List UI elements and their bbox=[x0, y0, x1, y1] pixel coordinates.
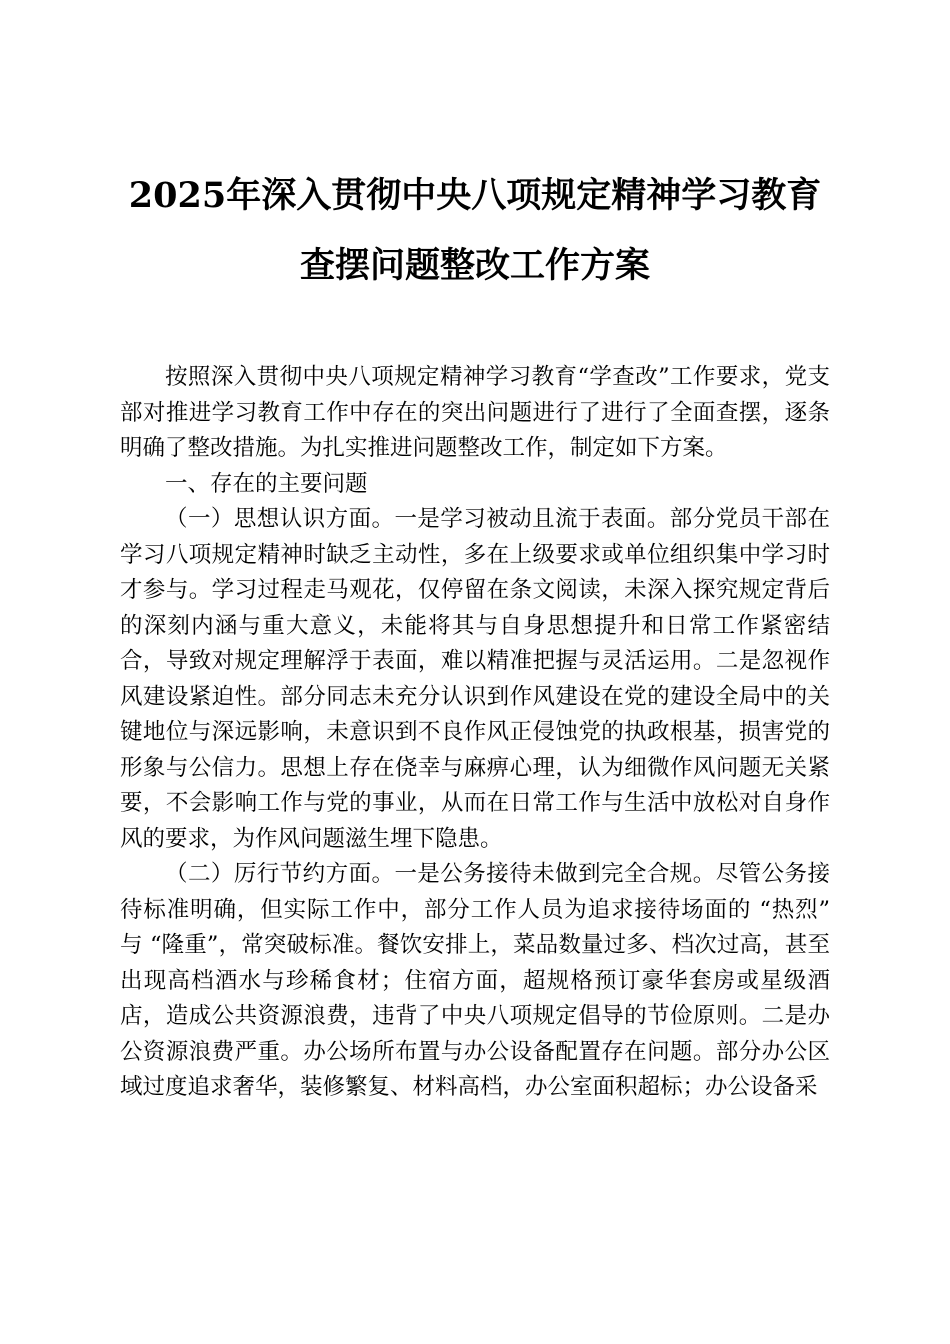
document-body bbox=[120, 360, 830, 1106]
document-title-line-1: 2025年深入贯彻中央八项规定精神学习教育 bbox=[128, 175, 822, 216]
paragraph-ideological-awareness: （一）思想认识方面。一是学习被动且流于表面。部分党员干部在学习八项规定精神时缺乏主动性，多在上级要求或单位组织集中学习时才参与。学习过程走马观花，仅停留在条文阅读，未深入探究规定背后的深刻内涵与重大意义，未能将其与自身思想提升和日常工作紧密结合，导致对规定理解浮于表面，难以精准把握与灵活运用。二是忽视作风建设紧迫性。部分同志未充分认识到作风建设在党的建设全局中的关键地位与深远影响，未意识到不良作风正侵蚀党的执政根基，损害党的形象与公信力。思想上存在侥幸与麻痹心理，认为细微作风问题无关紧要，不会影响工作与党的事业，从而在日常工作与生活中放松对自身作风的要求，为作风问题滋生埋下隐患。 bbox=[120, 506, 830, 852]
intro-paragraph: 按照深入贯彻中央八项规定精神学习教育“学查改”工作要求，党支部对推进学习教育工作中存在的突出问题进行了进行了全面查摆，逐条明确了整改措施。为扎实推进问题整改工作，制定如下方案。 bbox=[120, 364, 830, 461]
document-title-line-2: 查摆问题整改工作方案 bbox=[299, 245, 650, 286]
section-heading-problems: 一、存在的主要问题 bbox=[165, 470, 368, 497]
paragraph-frugality: （二）厉行节约方面。一是公务接待未做到完全合规。尽管公务接待标准明确，但实际工作中，部分工作人员为追求接待场面的 “热烈” 与 “隆重”，常突破标准。餐饮安排上，菜品数量过多、档次过高，甚至出现高档酒水与珍稀食材；住宿方面，超规格预订豪华套房或星级酒店，造成公共资源浪费，违背了中央八项规定倡导的节俭原则。二是办公资源浪费严重。办公场所布置与办公设备配置存在问题。部分办公区域过度追求奢华，装修繁复、材料高档，办公室面积超标；办公设备采 bbox=[120, 861, 830, 1100]
